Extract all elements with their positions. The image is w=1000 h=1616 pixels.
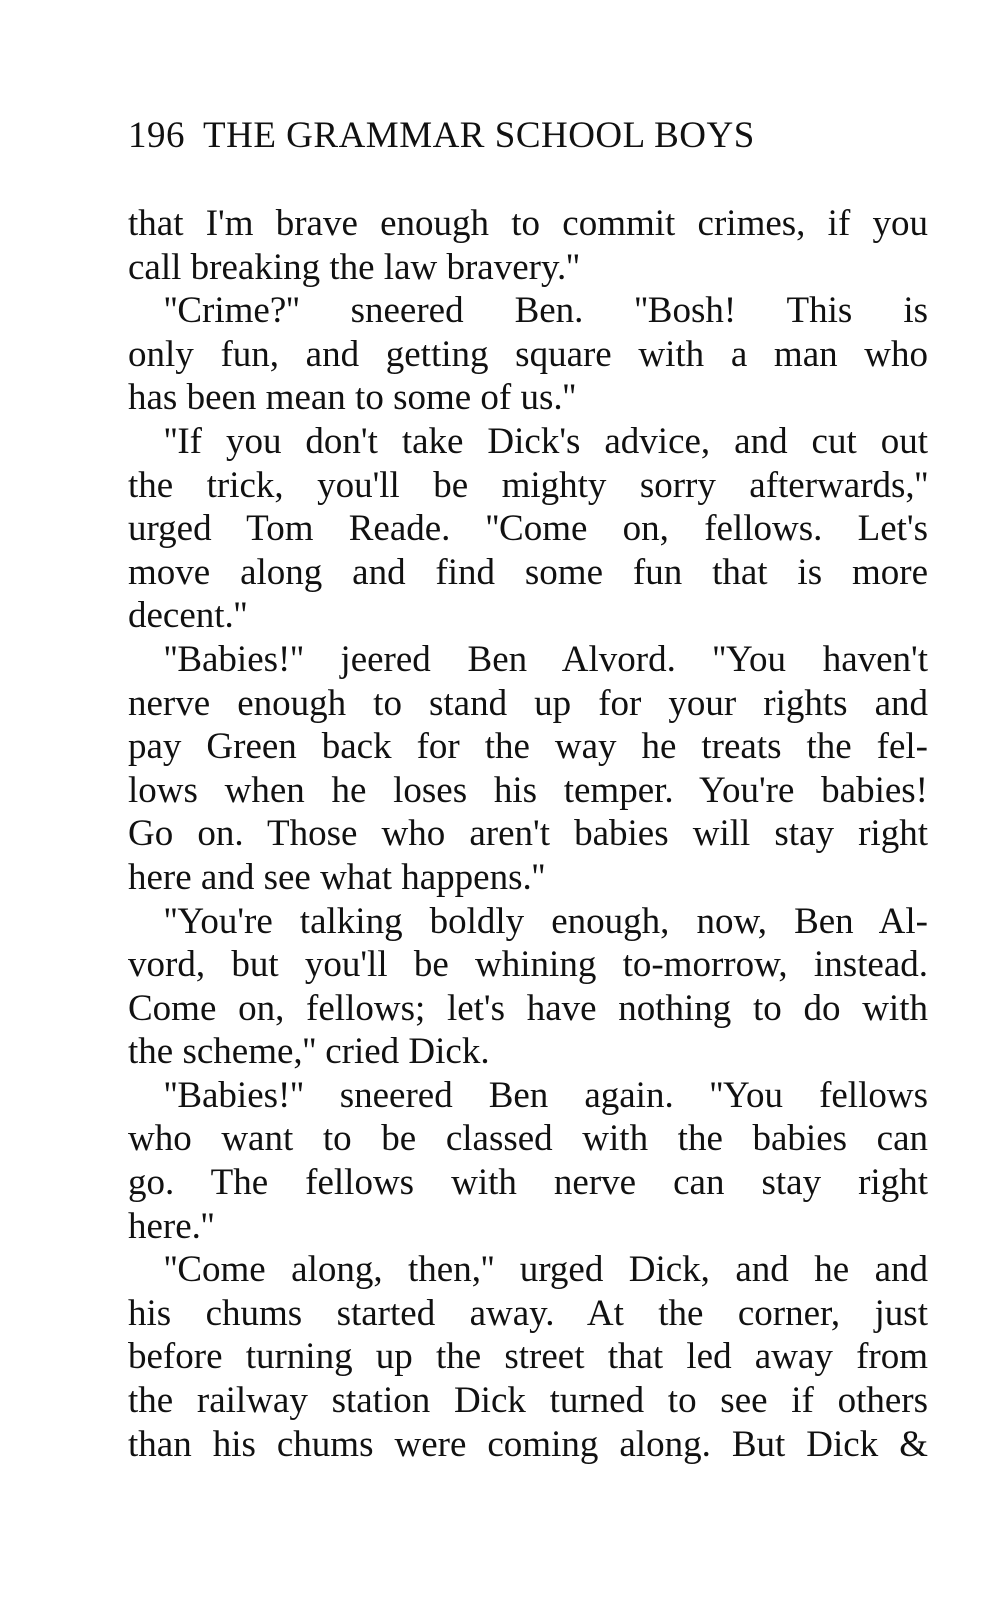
text-line: ''If you don't take Dick's advice, and cut out (164, 420, 928, 462)
text-line: nerve enough to stand up for your rights and (128, 682, 928, 724)
paragraph (128, 202, 928, 289)
running-title: THE GRAMMAR SCHOOL BOYS (203, 115, 755, 156)
text-line: go. The fellows with nerve can stay right (128, 1162, 928, 1204)
paragraph (128, 1248, 928, 1466)
text-line: pay Green back for the way he treats the fel- (128, 726, 928, 768)
page-number: 196 (128, 115, 185, 156)
text-line: here.'' (128, 1205, 215, 1247)
book-page (128, 112, 928, 1466)
paragraph (128, 289, 928, 420)
paragraph (128, 1074, 928, 1248)
text-line: who want to be classed with the babies can (128, 1118, 928, 1160)
text-line: urged Tom Reade. ''Come on, fellows. Let's (128, 508, 928, 550)
text-line: move along and find some fun that is more (128, 551, 928, 593)
text-line: call breaking the law bravery.'' (128, 246, 580, 288)
text-line: ''Crime?'' sneered Ben. ''Bosh! This is (164, 290, 928, 332)
text-line: the scheme,'' cried Dick. (128, 1031, 490, 1073)
text-line: the railway station Dick turned to see if others (128, 1380, 928, 1422)
paragraph (128, 638, 928, 900)
text-line: has been mean to some of us.'' (128, 377, 576, 419)
paragraph (128, 420, 928, 638)
body-text (128, 202, 928, 1466)
text-line: than his chums were coming along. But Dick & (128, 1423, 928, 1465)
text-line: only fun, and getting square with a man who (128, 333, 928, 375)
text-line: ''Come along, then,'' urged Dick, and he and (164, 1249, 928, 1291)
text-line: here and see what happens.'' (128, 856, 546, 898)
text-line: Come on, fellows; let's have nothing to do with (128, 987, 928, 1029)
text-line: ''Babies!'' jeered Ben Alvord. ''You haven't (164, 638, 928, 680)
text-line: the trick, you'll be mighty sorry afterwards,'' (128, 464, 928, 506)
paragraph (128, 900, 928, 1074)
text-line: vord, but you'll be whining to-morrow, instead. (128, 944, 928, 986)
text-line: decent.'' (128, 595, 248, 637)
text-line: lows when he loses his temper. You're babies! (128, 769, 928, 811)
text-line: that I'm brave enough to commit crimes, if you (128, 203, 928, 244)
text-line: ''You're talking boldly enough, now, Ben Al- (164, 900, 928, 942)
text-line: before turning up the street that led away from (128, 1336, 928, 1378)
text-line: ''Babies!'' sneered Ben again. ''You fellows (164, 1074, 928, 1116)
text-line: Go on. Those who aren't babies will stay right (128, 813, 928, 855)
text-line: his chums started away. At the corner, just (128, 1292, 928, 1334)
running-head (128, 112, 928, 160)
